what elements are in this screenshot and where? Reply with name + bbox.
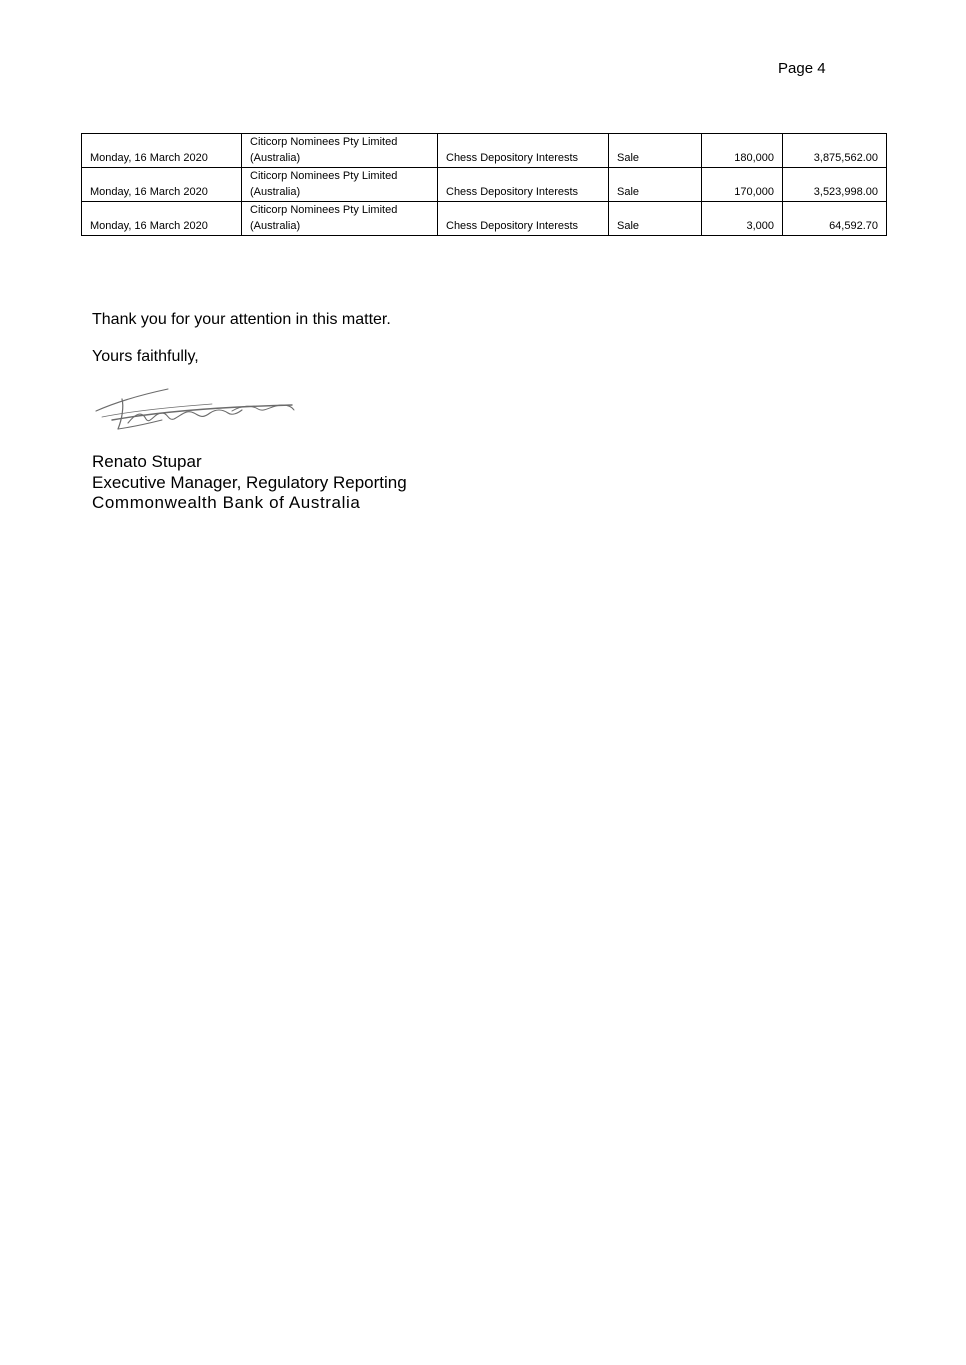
- transaction-type: Sale: [609, 168, 702, 202]
- signatory-block: [92, 452, 407, 514]
- table-row: [82, 202, 887, 236]
- holder-name-line2: (Australia): [250, 186, 301, 198]
- holder-name: [242, 168, 438, 202]
- transaction-type: Sale: [609, 134, 702, 168]
- holder-name: [242, 202, 438, 236]
- holder-name-line2: (Australia): [250, 152, 301, 164]
- transaction-date: Monday, 16 March 2020: [82, 134, 242, 168]
- signatory-name: Renato Stupar: [92, 452, 202, 471]
- security-class: Chess Depository Interests: [438, 202, 609, 236]
- table-row: [82, 168, 887, 202]
- holder-name-line1: Citicorp Nominees Pty Limited: [250, 170, 398, 182]
- security-class: Chess Depository Interests: [438, 168, 609, 202]
- holder-name: [242, 134, 438, 168]
- consideration: 3,523,998.00: [783, 168, 887, 202]
- closing-sign-off: Yours faithfully,: [92, 348, 199, 365]
- signatory-company: Commonwealth Bank of Australia: [92, 493, 361, 512]
- signatory-title: Executive Manager, Regulatory Reporting: [92, 472, 407, 492]
- table-row: [82, 134, 887, 168]
- consideration: 64,592.70: [783, 202, 887, 236]
- closing-thanks: Thank you for your attention in this matter.: [92, 311, 391, 328]
- holder-name-line1: Citicorp Nominees Pty Limited: [250, 204, 398, 216]
- security-class: Chess Depository Interests: [438, 134, 609, 168]
- quantity: 180,000: [702, 134, 783, 168]
- quantity: 170,000: [702, 168, 783, 202]
- page-number: Page 4: [778, 60, 826, 77]
- holder-name-line2: (Australia): [250, 220, 301, 232]
- transaction-type: Sale: [609, 202, 702, 236]
- transaction-date: Monday, 16 March 2020: [82, 168, 242, 202]
- consideration: 3,875,562.00: [783, 134, 887, 168]
- handwritten-signature: [92, 383, 302, 433]
- holder-name-line1: Citicorp Nominees Pty Limited: [250, 136, 398, 148]
- transaction-date: Monday, 16 March 2020: [82, 202, 242, 236]
- transactions-table: [81, 133, 887, 236]
- quantity: 3,000: [702, 202, 783, 236]
